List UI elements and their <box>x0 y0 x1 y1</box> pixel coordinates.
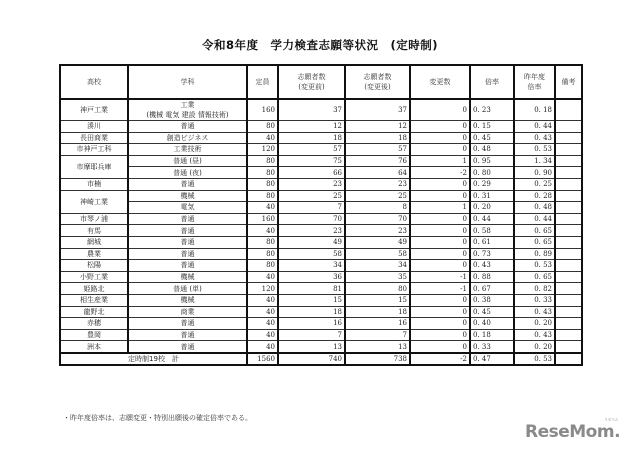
cell-change: 0 <box>410 225 470 237</box>
cell-change: -2 <box>410 167 470 179</box>
cell-department: 普通 <box>128 213 247 225</box>
cell-department: 普通 <box>128 329 247 341</box>
cell-change: -1 <box>410 283 470 295</box>
cell-ratio: 0. 43 <box>470 260 514 272</box>
cell-capacity: 80 <box>247 167 278 179</box>
table-row <box>60 329 582 341</box>
cell-department: 普通 <box>128 236 247 248</box>
cell-school: 神崎工業 <box>60 190 128 213</box>
header-ratio: 倍率 <box>470 65 514 99</box>
cell-capacity: 40 <box>247 271 278 283</box>
cell-applicants-before: 23 <box>278 178 345 190</box>
resemom-logo: ReseMom. リセマム <box>525 417 621 442</box>
cell-remarks <box>555 341 582 353</box>
table-row <box>60 318 582 330</box>
cell-school: 湊川 <box>60 121 128 133</box>
cell-department: 普通 <box>128 260 247 272</box>
table-row <box>60 306 582 318</box>
table-row <box>60 121 582 133</box>
cell-ratio: 0. 29 <box>470 178 514 190</box>
cell-applicants-after: 57 <box>345 144 410 156</box>
cell-prev-ratio: 0. 65 <box>514 271 555 283</box>
cell-ratio: 0. 31 <box>470 190 514 202</box>
cell-prev-ratio: 0. 53 <box>514 260 555 272</box>
cell-applicants-before: 58 <box>278 248 345 260</box>
cell-remarks <box>555 318 582 330</box>
header-change: 変更数 <box>410 65 470 99</box>
cell-school: 姫路北 <box>60 283 128 295</box>
cell-remarks <box>555 132 582 144</box>
cell-school: 小野工業 <box>60 271 128 283</box>
table-row <box>60 260 582 272</box>
table-row <box>60 341 582 353</box>
cell-capacity: 160 <box>247 213 278 225</box>
cell-change: 0 <box>410 213 470 225</box>
cell-capacity: 40 <box>247 329 278 341</box>
cell-change: 0 <box>410 144 470 156</box>
total-change: -2 <box>410 353 470 366</box>
cell-department: 普通 (昼) <box>128 155 247 167</box>
cell-capacity: 40 <box>247 225 278 237</box>
cell-change: 1 <box>410 155 470 167</box>
cell-department: 創造ビジネス <box>128 132 247 144</box>
total-applicants-after: 738 <box>345 353 410 366</box>
cell-applicants-after: 23 <box>345 225 410 237</box>
cell-applicants-before: 16 <box>278 318 345 330</box>
cell-ratio: 0. 48 <box>470 144 514 156</box>
cell-applicants-after: 18 <box>345 132 410 144</box>
cell-applicants-before: 70 <box>278 213 345 225</box>
cell-applicants-before: 49 <box>278 236 345 248</box>
cell-department: 普通 (夜) <box>128 167 247 179</box>
cell-applicants-before: 23 <box>278 225 345 237</box>
cell-remarks <box>555 294 582 306</box>
cell-remarks <box>555 178 582 190</box>
table-row <box>60 155 582 167</box>
cell-remarks <box>555 260 582 272</box>
cell-remarks <box>555 99 582 121</box>
cell-capacity: 80 <box>247 155 278 167</box>
cell-department: 工業 (機械 電気 建設 情報技術) <box>128 99 247 121</box>
total-ratio: 0. 47 <box>470 353 514 366</box>
cell-department: 電気 <box>128 202 247 214</box>
cell-department: 機械 <box>128 190 247 202</box>
cell-department: 普通 <box>128 318 247 330</box>
cell-capacity: 80 <box>247 260 278 272</box>
cell-department: 普通 (単) <box>128 283 247 295</box>
cell-remarks <box>555 190 582 202</box>
cell-capacity: 80 <box>247 178 278 190</box>
cell-applicants-before: 18 <box>278 306 345 318</box>
cell-school: 相生産業 <box>60 294 128 306</box>
cell-prev-ratio: 0. 33 <box>514 294 555 306</box>
table-row <box>60 283 582 295</box>
cell-ratio: 0. 95 <box>470 155 514 167</box>
table-row <box>60 190 582 202</box>
cell-department: 普通 <box>128 225 247 237</box>
cell-prev-ratio: 0. 65 <box>514 225 555 237</box>
cell-applicants-after: 25 <box>345 190 410 202</box>
cell-applicants-after: 16 <box>345 318 410 330</box>
cell-remarks <box>555 121 582 133</box>
cell-school: 網城 <box>60 236 128 248</box>
cell-applicants-after: 49 <box>345 236 410 248</box>
cell-school: 市神戸工科 <box>60 144 128 156</box>
cell-change: 0 <box>410 248 470 260</box>
cell-school: 農業 <box>60 248 128 260</box>
cell-applicants-after: 58 <box>345 248 410 260</box>
cell-applicants-before: 75 <box>278 155 345 167</box>
total-label: 定時制19校 計 <box>60 353 247 366</box>
cell-school: 長田商業 <box>60 132 128 144</box>
header-capacity: 定員 <box>247 65 278 99</box>
table-row <box>60 236 582 248</box>
cell-school: 有馬 <box>60 225 128 237</box>
cell-department: 普通 <box>128 248 247 260</box>
cell-ratio: 0. 20 <box>470 202 514 214</box>
cell-capacity: 120 <box>247 144 278 156</box>
cell-school: 市琴ノ浦 <box>60 213 128 225</box>
table-row <box>60 294 582 306</box>
cell-prev-ratio: 0. 44 <box>514 213 555 225</box>
cell-change: 1 <box>410 202 470 214</box>
cell-applicants-after: 70 <box>345 213 410 225</box>
cell-school: 松陽 <box>60 260 128 272</box>
footnote: ・昨年度倍率は、志願変更・特別出願後の確定倍率である。 <box>63 414 252 422</box>
header-department: 学科 <box>128 65 247 99</box>
cell-prev-ratio: 0. 43 <box>514 329 555 341</box>
cell-remarks <box>555 271 582 283</box>
cell-ratio: 0. 44 <box>470 213 514 225</box>
cell-change: 0 <box>410 99 470 121</box>
cell-applicants-before: 57 <box>278 144 345 156</box>
cell-applicants-before: 37 <box>278 99 345 121</box>
table-row <box>60 202 582 214</box>
cell-change: 0 <box>410 329 470 341</box>
cell-applicants-after: 15 <box>345 294 410 306</box>
cell-change: 0 <box>410 318 470 330</box>
cell-remarks <box>555 167 582 179</box>
cell-prev-ratio: 1. 34 <box>514 155 555 167</box>
cell-prev-ratio: 0. 20 <box>514 341 555 353</box>
table-row <box>60 225 582 237</box>
cell-change: 0 <box>410 121 470 133</box>
cell-prev-ratio: 0. 20 <box>514 318 555 330</box>
cell-capacity: 40 <box>247 341 278 353</box>
cell-ratio: 0. 15 <box>470 121 514 133</box>
table-row <box>60 271 582 283</box>
cell-change: 0 <box>410 190 470 202</box>
cell-change: -1 <box>410 271 470 283</box>
cell-applicants-after: 18 <box>345 306 410 318</box>
cell-capacity: 40 <box>247 294 278 306</box>
cell-ratio: 0. 80 <box>470 167 514 179</box>
cell-applicants-after: 12 <box>345 121 410 133</box>
cell-applicants-after: 64 <box>345 167 410 179</box>
cell-capacity: 40 <box>247 202 278 214</box>
cell-ratio: 0. 88 <box>470 271 514 283</box>
cell-remarks <box>555 248 582 260</box>
cell-change: 0 <box>410 260 470 272</box>
cell-ratio: 0. 33 <box>470 341 514 353</box>
cell-capacity: 80 <box>247 236 278 248</box>
cell-prev-ratio: 0. 28 <box>514 190 555 202</box>
table-row <box>60 132 582 144</box>
cell-prev-ratio: 0. 65 <box>514 236 555 248</box>
cell-change: 0 <box>410 236 470 248</box>
cell-remarks <box>555 225 582 237</box>
table-row <box>60 248 582 260</box>
cell-department: 商業 <box>128 306 247 318</box>
cell-department: 普通 <box>128 178 247 190</box>
cell-applicants-before: 66 <box>278 167 345 179</box>
cell-department: 普通 <box>128 121 247 133</box>
cell-remarks <box>555 144 582 156</box>
cell-prev-ratio: 0. 90 <box>514 167 555 179</box>
cell-applicants-after: 34 <box>345 260 410 272</box>
cell-applicants-after: 8 <box>345 202 410 214</box>
cell-capacity: 40 <box>247 306 278 318</box>
cell-prev-ratio: 0. 82 <box>514 283 555 295</box>
page-title: 令和8年度 学力検査志願等状況 (定時制) <box>201 38 438 52</box>
cell-applicants-before: 12 <box>278 121 345 133</box>
cell-applicants-before: 18 <box>278 132 345 144</box>
cell-change: 0 <box>410 132 470 144</box>
cell-capacity: 80 <box>247 248 278 260</box>
cell-capacity: 120 <box>247 283 278 295</box>
cell-ratio: 0. 58 <box>470 225 514 237</box>
total-prev-ratio: 0. 53 <box>514 353 555 366</box>
cell-applicants-after: 35 <box>345 271 410 283</box>
cell-remarks <box>555 236 582 248</box>
total-remarks <box>555 353 582 366</box>
cell-applicants-after: 37 <box>345 99 410 121</box>
header-prev-ratio: 昨年度 倍率 <box>514 65 555 99</box>
cell-remarks <box>555 283 582 295</box>
cell-department: 工業技術 <box>128 144 247 156</box>
header-school: 高校 <box>60 65 128 99</box>
header-applicants-after: 志願者数 (変更後) <box>345 65 410 99</box>
cell-applicants-before: 25 <box>278 190 345 202</box>
cell-department: 普通 <box>128 341 247 353</box>
cell-prev-ratio: 0. 48 <box>514 202 555 214</box>
table-row <box>60 99 582 121</box>
cell-applicants-before: 36 <box>278 271 345 283</box>
applications-table <box>59 64 583 366</box>
cell-applicants-after: 76 <box>345 155 410 167</box>
header-row <box>60 65 582 99</box>
cell-remarks <box>555 202 582 214</box>
cell-ratio: 0. 73 <box>470 248 514 260</box>
cell-applicants-after: 7 <box>345 329 410 341</box>
cell-applicants-before: 34 <box>278 260 345 272</box>
cell-prev-ratio: 0. 89 <box>514 248 555 260</box>
cell-ratio: 0. 18 <box>470 329 514 341</box>
cell-ratio: 0. 23 <box>470 99 514 121</box>
cell-applicants-before: 7 <box>278 329 345 341</box>
cell-prev-ratio: 0. 25 <box>514 178 555 190</box>
cell-applicants-after: 23 <box>345 178 410 190</box>
cell-prev-ratio: 0. 43 <box>514 132 555 144</box>
cell-department: 機械 <box>128 271 247 283</box>
cell-capacity: 40 <box>247 318 278 330</box>
total-row <box>60 353 582 366</box>
table-row <box>60 167 582 179</box>
cell-ratio: 0. 45 <box>470 306 514 318</box>
cell-change: 0 <box>410 178 470 190</box>
cell-capacity: 80 <box>247 121 278 133</box>
cell-remarks <box>555 155 582 167</box>
cell-school: 市楠 <box>60 178 128 190</box>
table-row <box>60 213 582 225</box>
cell-school: 豊岡 <box>60 329 128 341</box>
cell-ratio: 0. 67 <box>470 283 514 295</box>
table-row <box>60 144 582 156</box>
cell-remarks <box>555 306 582 318</box>
cell-remarks <box>555 329 582 341</box>
cell-applicants-before: 15 <box>278 294 345 306</box>
cell-school: 神戸工業 <box>60 99 128 121</box>
total-applicants-before: 740 <box>278 353 345 366</box>
cell-school: 赤穂 <box>60 318 128 330</box>
table-row <box>60 178 582 190</box>
cell-change: 0 <box>410 341 470 353</box>
cell-ratio: 0. 38 <box>470 294 514 306</box>
cell-prev-ratio: 0. 43 <box>514 306 555 318</box>
cell-capacity: 80 <box>247 190 278 202</box>
cell-applicants-after: 80 <box>345 283 410 295</box>
cell-applicants-before: 81 <box>278 283 345 295</box>
cell-department: 機械 <box>128 294 247 306</box>
cell-applicants-before: 13 <box>278 341 345 353</box>
cell-change: 0 <box>410 294 470 306</box>
cell-school: 市摩耶兵庫 <box>60 155 128 178</box>
cell-ratio: 0. 45 <box>470 132 514 144</box>
cell-school: 龍野北 <box>60 306 128 318</box>
cell-capacity: 40 <box>247 132 278 144</box>
cell-change: 0 <box>410 306 470 318</box>
cell-remarks <box>555 213 582 225</box>
cell-applicants-before: 7 <box>278 202 345 214</box>
header-applicants-before: 志願者数 (変更前) <box>278 65 345 99</box>
cell-school: 洲本 <box>60 341 128 353</box>
cell-prev-ratio: 0. 53 <box>514 144 555 156</box>
total-capacity: 1560 <box>247 353 278 366</box>
cell-prev-ratio: 0. 44 <box>514 121 555 133</box>
cell-ratio: 0. 61 <box>470 236 514 248</box>
cell-ratio: 0. 40 <box>470 318 514 330</box>
cell-capacity: 160 <box>247 99 278 121</box>
cell-prev-ratio: 0. 18 <box>514 99 555 121</box>
cell-applicants-after: 13 <box>345 341 410 353</box>
header-remarks: 備考 <box>555 65 582 99</box>
